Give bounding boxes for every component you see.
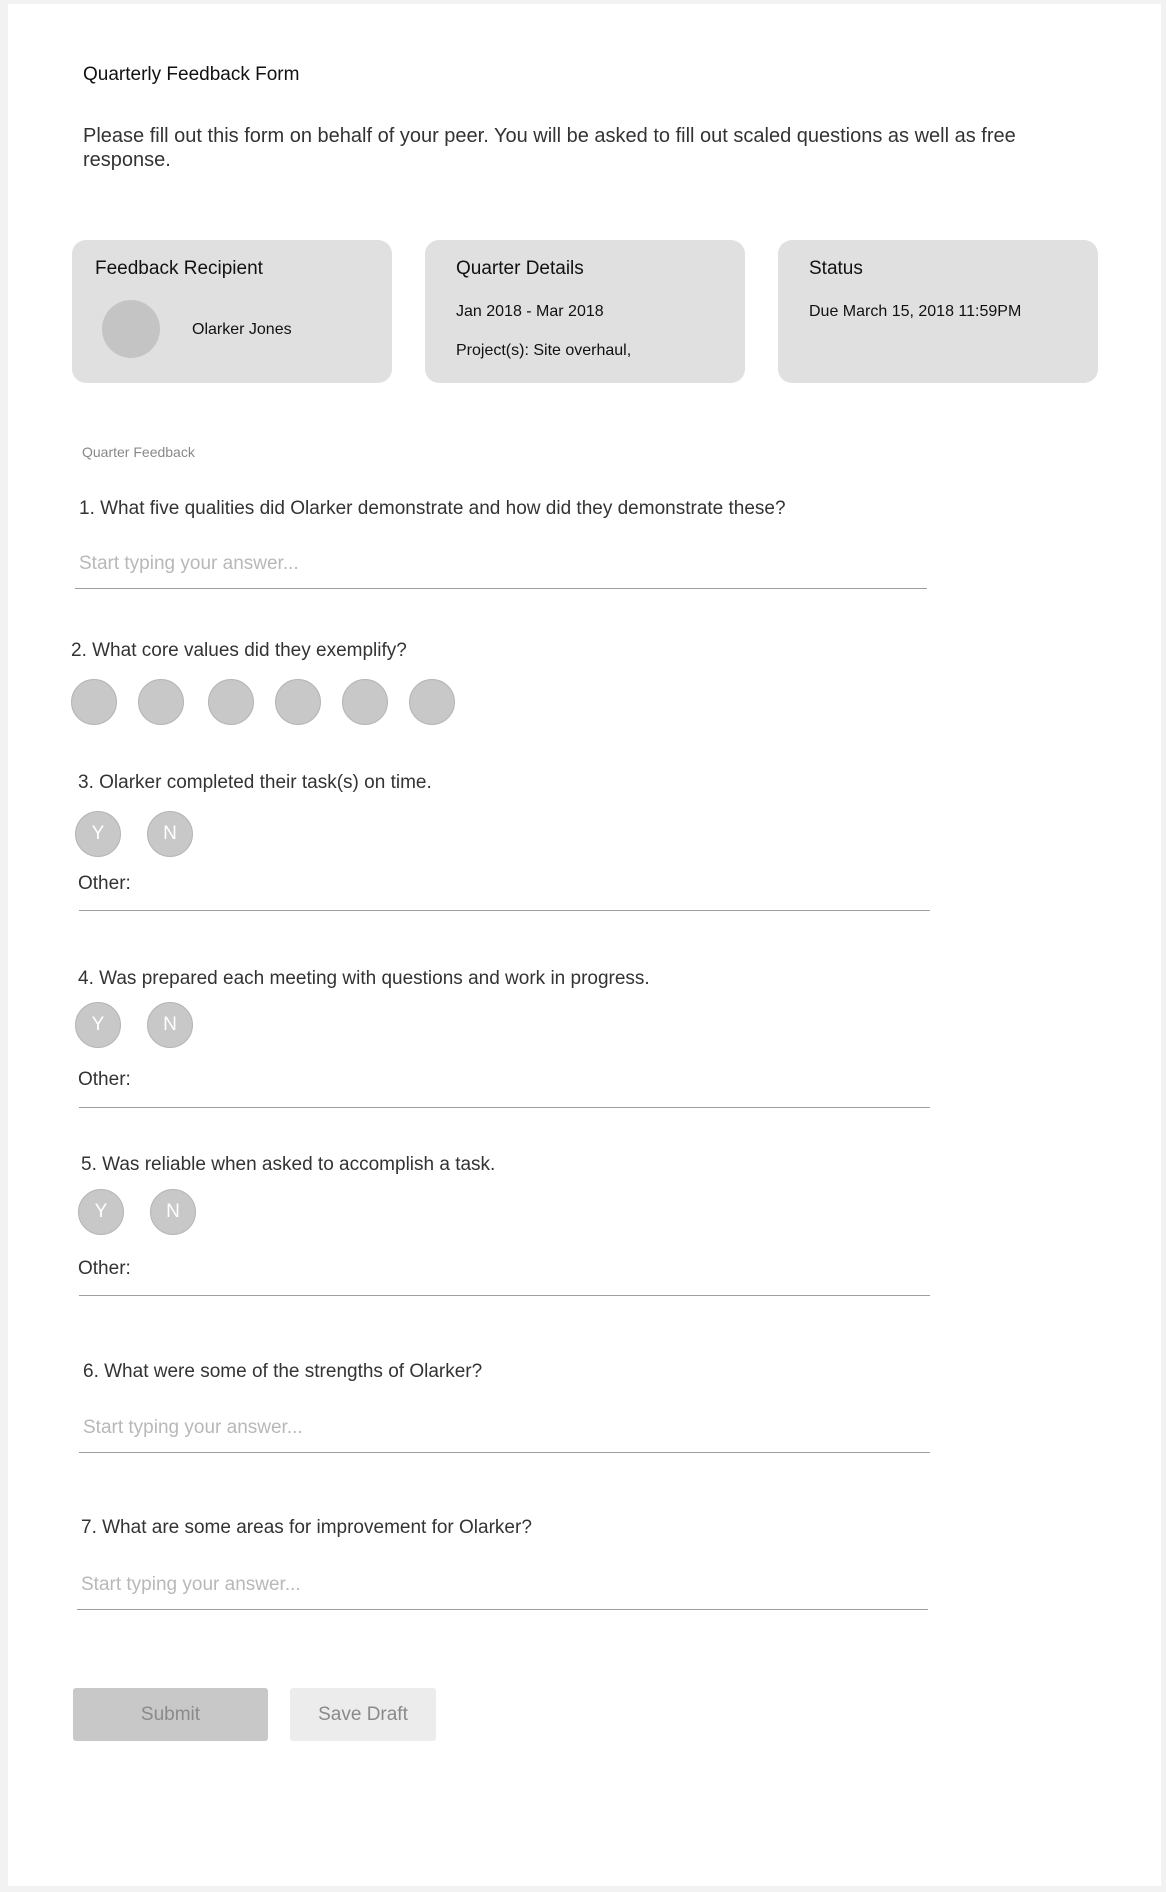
no-option[interactable]: N — [147, 811, 193, 857]
no-option[interactable]: N — [150, 1189, 196, 1235]
recipient-card-title: Feedback Recipient — [95, 258, 263, 279]
form-intro: Please fill out this form on behalf of your peer. You will be asked to fill out scaled questions as well as free response. — [83, 125, 1016, 171]
page-title: Quarterly Feedback Form — [83, 64, 300, 85]
quarter-details-card — [425, 240, 745, 383]
status-card-title: Status — [809, 258, 863, 279]
core-value-option[interactable] — [138, 679, 184, 725]
avatar — [102, 300, 160, 358]
question-1: 1. What five qualities did Olarker demonstrate and how did they demonstrate these? — [79, 498, 786, 519]
other-label: Other: — [78, 1258, 131, 1279]
save-draft-button[interactable]: Save Draft — [290, 1688, 436, 1741]
yes-option[interactable]: Y — [75, 811, 121, 857]
section-label: Quarter Feedback — [82, 444, 195, 460]
other-label: Other: — [78, 873, 131, 894]
other-input[interactable] — [79, 1295, 930, 1296]
recipient-name: Olarker Jones — [192, 321, 292, 338]
core-value-option[interactable] — [275, 679, 321, 725]
core-value-option[interactable] — [208, 679, 254, 725]
no-option[interactable]: N — [147, 1002, 193, 1048]
core-value-option[interactable] — [409, 679, 455, 725]
question-5: 5. Was reliable when asked to accomplish a task. — [81, 1154, 496, 1175]
answer-input-6[interactable] — [79, 1413, 930, 1453]
question-7: 7. What are some areas for improvement for Olarker? — [81, 1517, 532, 1538]
yes-option[interactable]: Y — [75, 1002, 121, 1048]
status-due-date: Due March 15, 2018 11:59PM — [809, 303, 1022, 320]
quarter-projects: Project(s): Site overhaul, — [456, 342, 632, 359]
other-label: Other: — [78, 1069, 131, 1090]
quarter-card-title: Quarter Details — [456, 258, 584, 279]
quarter-dates: Jan 2018 - Mar 2018 — [456, 303, 604, 320]
question-6: 6. What were some of the strengths of Olarker? — [83, 1361, 483, 1382]
core-value-option[interactable] — [71, 679, 117, 725]
status-card — [778, 240, 1098, 383]
core-value-option[interactable] — [342, 679, 388, 725]
answer-input-1[interactable] — [75, 549, 927, 589]
recipient-card — [72, 240, 392, 383]
feedback-form-page — [8, 4, 1161, 1886]
question-3: 3. Olarker completed their task(s) on time. — [78, 772, 432, 793]
answer-input-7[interactable] — [77, 1570, 928, 1610]
question-2: 2. What core values did they exemplify? — [71, 640, 407, 661]
yes-option[interactable]: Y — [78, 1189, 124, 1235]
other-input[interactable] — [79, 910, 930, 911]
other-input[interactable] — [79, 1107, 930, 1108]
question-4: 4. Was prepared each meeting with questions and work in progress. — [78, 968, 650, 989]
submit-button[interactable]: Submit — [73, 1688, 268, 1741]
